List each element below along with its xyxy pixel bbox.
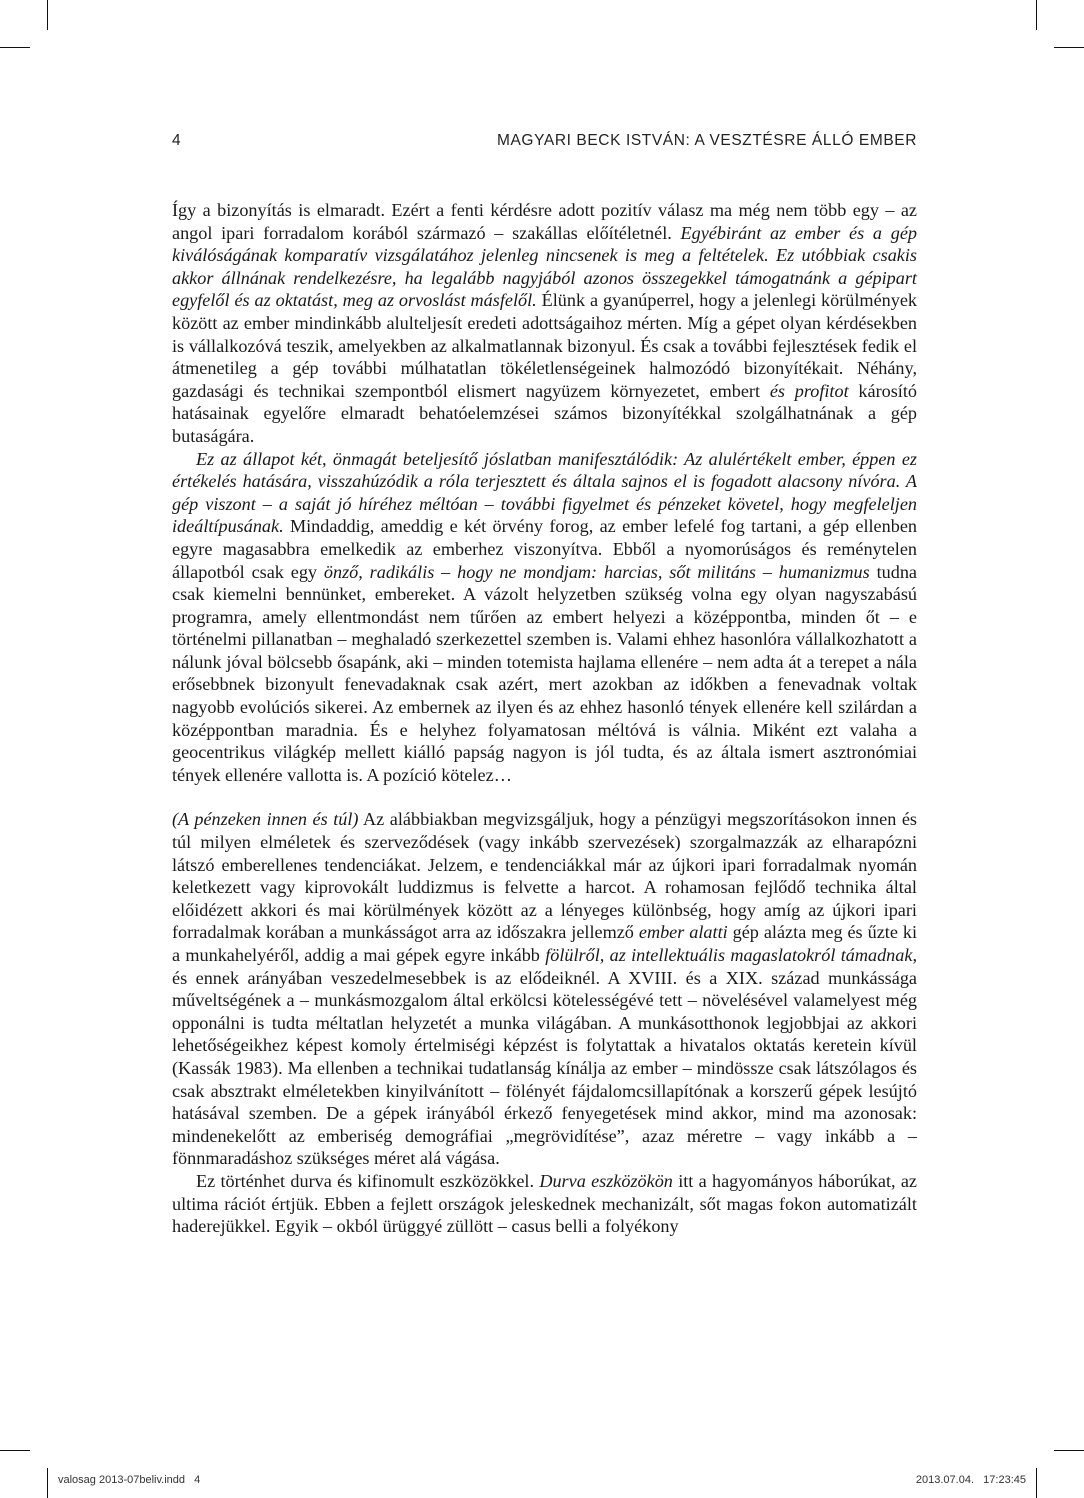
- crop-mark: [0, 1450, 30, 1451]
- text-run: tudna csak kiemelni bennünket, embereket. A vázolt helyzetben szükség volna egy olyan nagyszabású programra, amely ellentmondást nem tűrően az embert helyezi a középpontba, minden őt – e történelmi pillanatban – meghaladó szerkezettel szemben is. Valami ehhez hasonlóra vállalkozhatott a nálunk jóval bölcsebb ősapánk, aki – minden totemista hajlama ellenére – nem adta át a terepet a nála erősebbnek bizonyult fenevadaknak csak azért, mert azokban az időkben a fenevadnak voltak nagyobb evolúciós sikerei. Az embernek az ilyen és az ehhez hasonló tények ellenére kell szilárdan a középpontban maradnia. És e helyhez folyamatosan méltóvá is válnia. Miként ezt valaha a geocentrikus világkép mellett kiálló papság nagyon is jól tudta, és az általa ismert asztronómiai tények ellenére vallotta is. A pozíció kötelez…: [172, 561, 917, 785]
- italic-run: Egyébiránt az ember és a gép kiválóságának komparatív vizsgálatához jelenleg nincsenek is meg a feltételek. Ez utóbbiak csakis akkor állnának rendelkezésre, ha legalább nagyjából azonos összegekkel támogatnánk a gépipart egyfelől és az oktatást, meg az orvoslást másfelől.: [172, 222, 917, 311]
- text-run: károsító hatásainak egyelőre elmaradt behatóelemzései számos bizonyítékkal szolgálhatnának a gép butaságára.: [172, 380, 918, 446]
- text-run: Az alábbiakban megvizsgáljuk, hogy a pénzügyi megszorításokon innen és túl milyen elméletek és szerveződések (vagy inkább szervezések) szorgalmazzák az elharapózni látszó emberellenes tendenciákat. Jelzem, e tendenciákkal már az újkori ipari forradalmak nyomán keletkezett vagy kiprovokált luddizmus is felvette a harcot. A rohamosan fejlődő technika által előidézett akkori és mai körülmények között az a lényeges különbség, hogy amíg az újkori ipari forradalmak korában a munkásságot arra az időszakra jellemző: [172, 809, 917, 943]
- running-title: MAGYARI BECK ISTVÁN: A VESZTÉSRE ÁLLÓ EMBER: [496, 132, 917, 149]
- crop-mark: [47, 0, 48, 30]
- crop-mark: [1054, 47, 1084, 48]
- running-head: [172, 132, 917, 156]
- italic-run: (A pénzeken innen és túl): [172, 809, 359, 830]
- paragraph: [172, 199, 917, 448]
- italic-run: önző, radikális – hogy ne mondjam: harcias, sőt militáns – humanizmus: [323, 561, 870, 582]
- paragraph: [172, 1170, 917, 1238]
- italic-run: és profitot: [769, 380, 849, 401]
- crop-mark: [1036, 1468, 1037, 1498]
- print-slug-file: valosag 2013-07beliv.indd 4: [58, 1474, 201, 1486]
- text-run: Ez történhet durva és kifinomult eszközökkel.: [196, 1170, 540, 1191]
- article-body: [172, 199, 917, 1238]
- text-run: Így a bizonyítás is elmaradt. Ezért a fenti kérdésre adott pozitív válasz ma még nem több egy – az angol ipari forradalom korából származó – szakállas előítéletnél.: [172, 200, 917, 243]
- crop-mark: [1036, 0, 1037, 30]
- text-run: gép alázta meg és űzte ki a munkahelyéről, addig a mai gépek egyre inkább: [172, 922, 917, 965]
- text-run: Élünk a gyanúperrel, hogy a jelenlegi körülmények között az ember mindinkább alulteljesít eredeti adottságaihoz mérten. Míg a gépet olyan kérdésekben is vállalkozóvá teszik, amelyekben az alkalmatlannak bizonyul. És csak a további fejlesztések fedik el átmenetileg a gép további múlhatatlan tökéletlenségeinek halmozódó bizonyítékait. Néhány, gazdasági és technikai szempontból elismert nagyüzem környezetet, embert: [172, 290, 917, 401]
- paragraph: [172, 448, 917, 787]
- crop-mark: [47, 1468, 48, 1498]
- crop-mark: [1054, 1450, 1084, 1451]
- text-run: Mindaddig, ameddig e két örvény forog, az ember lefelé fog tartani, a gép ellenben egyre magasabbra emelkedik az emberhez viszonyítva. Ebből a nyomorúságos és reménytelen állapotból csak egy: [172, 516, 917, 582]
- print-slug-date: 2013.07.04. 17:23:45: [915, 1474, 1026, 1486]
- text-run: itt a hagyományos háborúkat, az ultima rációt értjük. Ebben a fejlett országok jeleskednek mechanizált, sőt magas fokon automatizált haderejükkel. Egyik – okból ürüggyé züllött – casus belli a folyékony: [172, 1170, 917, 1237]
- italic-run: fölülről, az intellektuális magaslatokról támadnak: [545, 945, 913, 965]
- page-number: 4: [172, 132, 182, 149]
- crop-mark: [0, 47, 30, 48]
- italic-run: ember alatti: [638, 922, 728, 943]
- italic-run: Durva eszközökön: [539, 1170, 673, 1191]
- paragraph: [172, 808, 917, 1170]
- text-run: , és ennek arányában veszedelmesebbek is az elődeiknél. A XVIII. és a XIX. század munkássága műveltségének a – munkásmozgalom által erkölcsi kötelességévé tett – növelésével valamelyest még opponálni is tudta méltatlan helyzetét a munka világában. A munkásotthonok legjobbjai az akkori lehetőségeikhez képest komoly értelmiségi képzést is folytattak a hivatalos oktatás keretein kívül (Kassák 1983). Ma ellenben a technikai tudatlanság kínálja az ember – mindössze csak látszólagos és csak absztrakt elméletekben kinyilvánított – fölényét fájdalomcsillapítónak a korszerű gépek lesújtó hatásával szemben. De a gépek irányából érkező fenyegetések mind akkor, mind ma azonosak: mindenekelőtt az emberiség demográfiai „megrövidítése”, azaz méretre – vagy inkább a – fönnmaradáshoz szükséges méret alá vágása.: [172, 945, 917, 1169]
- italic-run: Ez az állapot két, önmagát beteljesítő jóslatban manifesztálódik: Az alulértékelt ember, éppen ez értékelés hatására, visszahúzódik a róla terjesztett és általa sajnos el is fogadott alacsony nívóra. A gép viszont – a saját jó híréhez méltóan – további figyelmet és pénzeket követel, hogy megfeleljen ideáltípusának.: [172, 448, 917, 537]
